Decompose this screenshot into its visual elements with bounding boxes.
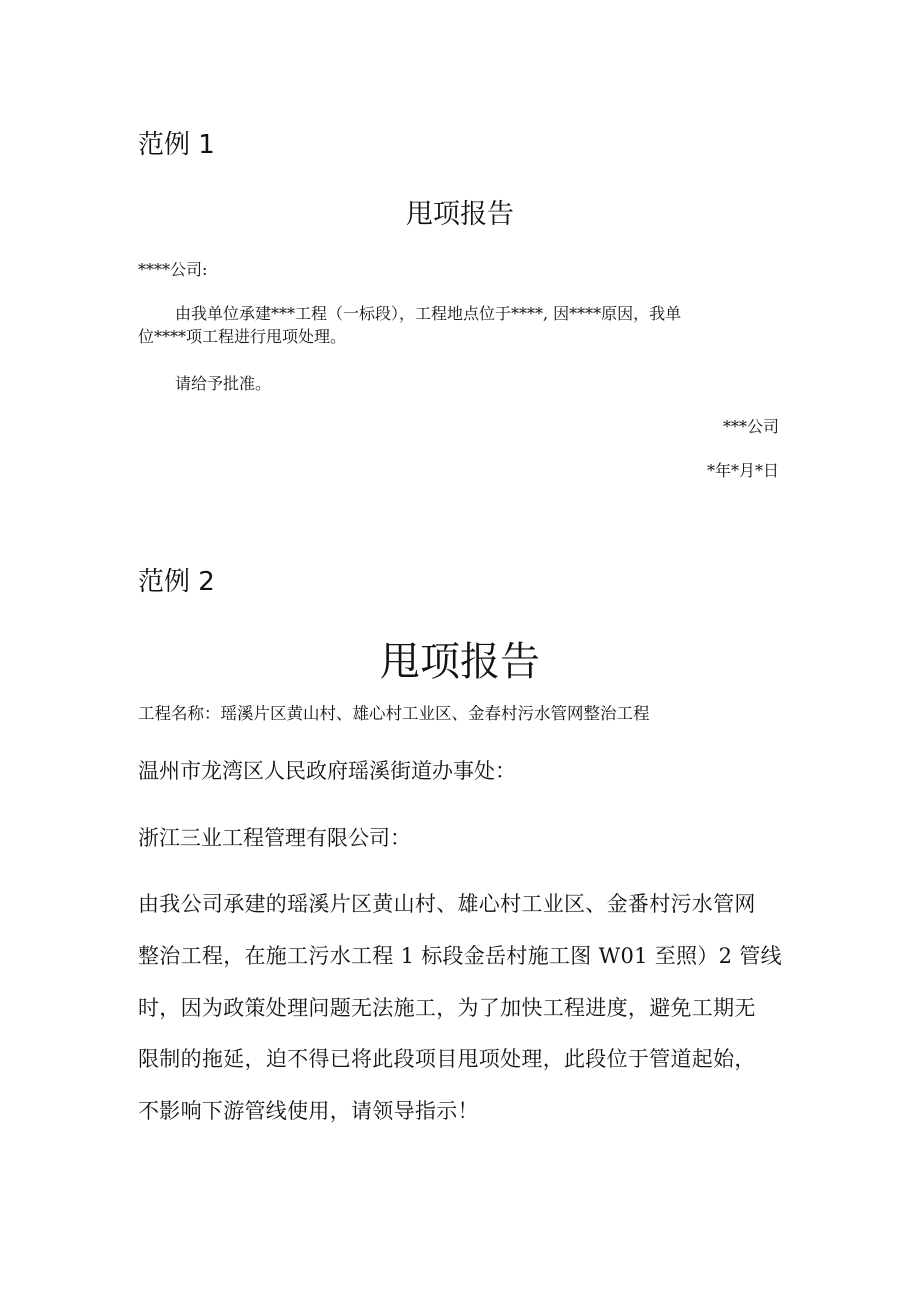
example2-recipient-1: 温州市龙湾区人民政府瑶溪街道办事处： bbox=[138, 759, 516, 783]
example1-signature-date: *年*月*日 bbox=[706, 461, 779, 480]
example1-title: 甩项报告 bbox=[406, 199, 514, 230]
example2-body-line: 不影响下游管线使用，请领导指示！ bbox=[138, 1099, 479, 1123]
example1-label: 范例 1 bbox=[138, 130, 215, 160]
example1-signature-company: ***公司 bbox=[722, 417, 779, 436]
example2-recipient-2: 浙江三业工程管理有限公司： bbox=[138, 826, 411, 850]
example2-title: 甩项报告 bbox=[380, 639, 540, 685]
example2-body-line: 由我公司承建的瑶溪片区黄山村、雄心村工业区、金番村污水管网 bbox=[138, 892, 756, 916]
example2-project-name: 工程名称：瑶溪片区黄山村、雄心村工业区、金春村污水管网整治工程 bbox=[138, 704, 650, 723]
example2-label: 范例 2 bbox=[138, 567, 215, 597]
example1-body-line-2: 位****项工程进行甩项处理。 bbox=[138, 327, 347, 346]
example2-body-line: 整治工程，在施工污水工程 1 标段金岳村施工图 W01 至照）2 管线 bbox=[138, 944, 782, 968]
example2-body-line: 时，因为政策处理问题无法施工，为了加快工程进度，避免工期无 bbox=[138, 996, 756, 1020]
example1-body-line-1: 由我单位承建***工程（一标段），工程地点位于****, 因****原因，我单 bbox=[175, 304, 682, 323]
example2-body-line: 限制的拖延，迫不得已将此段项目甩项处理，此段位于管道起始， bbox=[138, 1047, 756, 1071]
example1-recipient: ****公司: bbox=[138, 260, 208, 279]
example1-request: 请给予批准。 bbox=[175, 374, 272, 393]
